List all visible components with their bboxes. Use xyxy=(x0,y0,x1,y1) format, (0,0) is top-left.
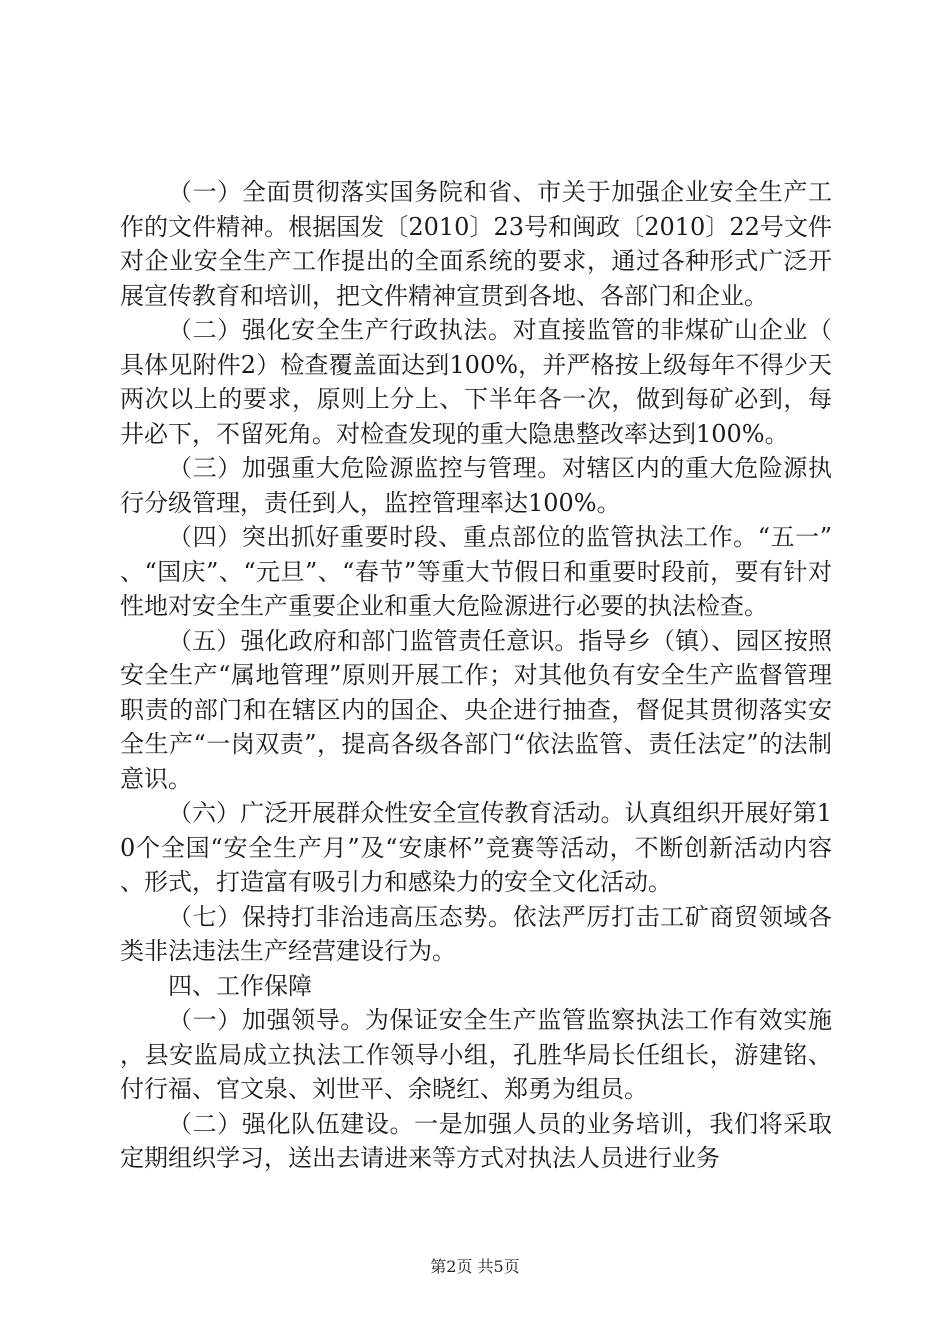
paragraph-7: （七）保持打非治违高压态势。依法严厉打击工矿商贸领域各类非法违法生产经营建设行为。 xyxy=(120,902,832,965)
paragraph-4: （四）突出抓好重要时段、重点部位的监管执法工作。“五一”、“国庆”、“元旦”、“春节”等重大节假日和重要时段前，要有针对性地对安全生产重要企业和重大危险源进行必要的执法检查。 xyxy=(120,523,832,620)
paragraph-6: （六）广泛开展群众性安全宣传教育活动。认真组织开展好第10个全国“安全生产月”及“安康杯”竞赛等活动，不断创新活动内容、形式，打造富有吸引力和感染力的安全文化活动。 xyxy=(120,799,832,896)
page-footer: 第2页 共5页 xyxy=(430,1257,520,1276)
section-heading: 四、工作保障 xyxy=(168,971,312,1000)
paragraph-5: （五）强化政府和部门监管责任意识。指导乡（镇）、园区按照安全生产“属地管理”原则开展工作；对其他负有安全生产监督管理职责的部门和在辖区内的国企、央企进行抽查，督促其贯彻落实安全生产“一岗双责”，提高各级各部门“依法监管、责任法定”的法制意识。 xyxy=(120,626,832,793)
paragraph-9: （二）强化队伍建设。一是加强人员的业务培训，我们将采取定期组织学习，送出去请进来等方式对执法人员进行业务 xyxy=(120,1109,832,1172)
paragraph-8: （一）加强领导。为保证安全生产监管监察执法工作有效实施，县安监局成立执法工作领导小组，孔胜华局长任组长，游建铭、付行福、官文泉、刘世平、余晓红、郑勇为组员。 xyxy=(120,1006,832,1103)
paragraph-1: （一）全面贯彻落实国务院和省、市关于加强企业安全生产工作的文件精神。根据国发〔2010〕23号和闽政〔2010〕22号文件对企业安全生产工作提出的全面系统的要求，通过各种形式广泛开展宣传教育和培训，把文件精神宣贯到各地、各部门和企业。 xyxy=(120,178,832,310)
document-body xyxy=(120,175,832,1176)
paragraph-2: （二）强化安全生产行政执法。对直接监管的非煤矿山企业（具体见附件2）检查覆盖面达到100%，并严格按上级每年不得少天两次以上的要求，原则上分上、下半年各一次，做到每矿必到，每井必下，不留死角。对检查发现的重大隐患整改率达到100%。 xyxy=(120,316,832,448)
paragraph-3: （三）加强重大危险源监控与管理。对辖区内的重大危险源执行分级管理，责任到人，监控管理率达100%。 xyxy=(120,454,832,517)
